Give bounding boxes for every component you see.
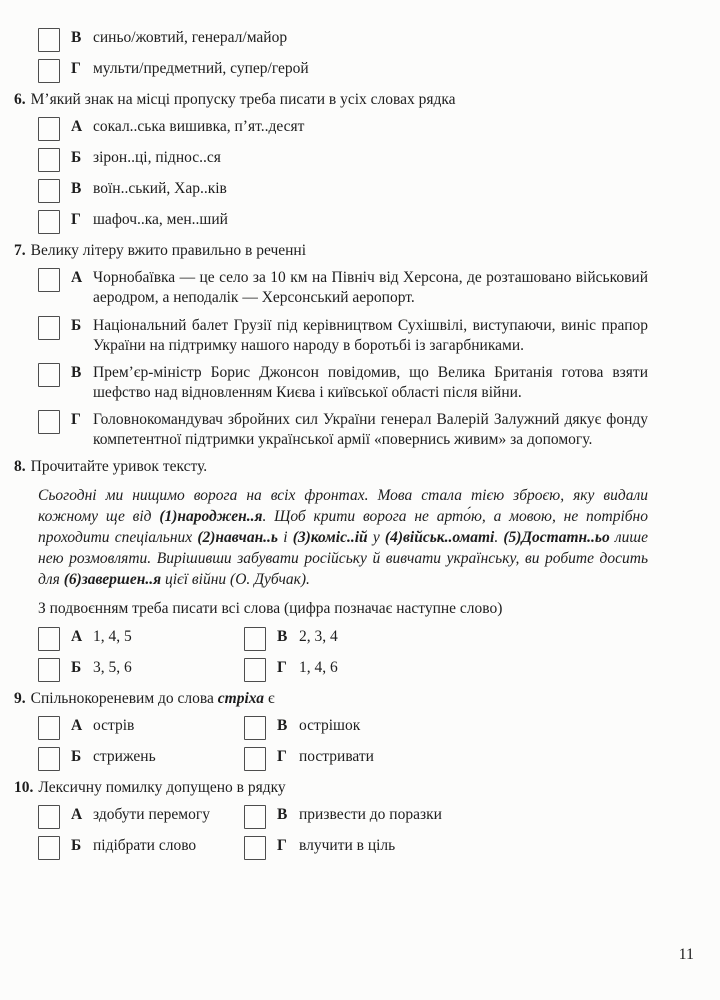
option-letter: В	[71, 180, 82, 198]
option-text: призвести до поразки	[299, 805, 442, 823]
option-text: острів	[93, 716, 135, 734]
answer-checkbox[interactable]	[38, 316, 60, 340]
option-row	[38, 59, 648, 83]
question-10	[14, 778, 648, 867]
option-letter: В	[277, 805, 288, 823]
question-stem	[14, 241, 648, 261]
answer-checkbox[interactable]	[38, 59, 60, 83]
option-letter: Б	[71, 149, 82, 167]
option-row	[244, 805, 648, 829]
option-letter: Б	[71, 836, 82, 854]
page-number: 11	[678, 946, 694, 964]
question-number: 6.	[14, 91, 26, 108]
option-letter: А	[71, 716, 83, 734]
option-row	[244, 747, 648, 771]
option-letter: А	[71, 269, 83, 287]
option-letter: А	[71, 805, 83, 823]
option-text: Національний балет Грузії під керівництвом Сухішвілі, виступаючи, виніс прапор України на підтримку нашого народу в боротьбі із загарбниками.	[93, 316, 648, 354]
option-row	[38, 627, 244, 651]
question-8	[14, 457, 648, 688]
option-row	[38, 316, 648, 356]
option-row	[38, 148, 648, 172]
option-letter: Г	[277, 747, 287, 765]
question-stem-keyword: стріха	[217, 689, 265, 707]
answer-checkbox[interactable]	[38, 716, 60, 740]
option-letter: А	[71, 118, 83, 136]
option-row	[38, 117, 648, 141]
option-letter: Г	[71, 211, 81, 229]
answer-checkbox[interactable]	[244, 658, 266, 682]
option-letter: Г	[71, 411, 81, 429]
question-number: 10.	[14, 778, 34, 796]
passage-bold-term: (6)завершен..я	[63, 570, 162, 588]
option-text: сокал..ська вишивка, п’ят..десят	[93, 118, 305, 136]
option-row	[244, 658, 648, 682]
question-stem	[14, 689, 648, 709]
answer-checkbox[interactable]	[244, 627, 266, 651]
option-text: острішок	[299, 716, 361, 734]
answer-checkbox[interactable]	[38, 363, 60, 387]
option-letter: Б	[71, 316, 82, 334]
option-text: здобути перемогу	[93, 805, 210, 823]
option-text: Головнокомандувач збройних сил України генерал Валерій Залужний дякує фонду компетентної підтримки української армії «повернись живим» за допомогу.	[93, 411, 648, 449]
passage-bold-term: (2)навчан..ь	[197, 528, 279, 546]
answer-checkbox[interactable]	[38, 410, 60, 434]
answer-checkbox[interactable]	[38, 28, 60, 52]
option-text: підібрати слово	[93, 836, 197, 854]
option-row	[38, 658, 244, 682]
answer-checkbox[interactable]	[38, 268, 60, 292]
question-number: 9.	[14, 689, 26, 707]
question-stem	[14, 90, 648, 110]
question-substem: З подвоєнням треба писати всі слова (цифра позначає наступне слово)	[38, 599, 503, 617]
option-text: Прем’єр-міністр Борис Джонсон повідомив, що Велика Британія готова взяти шефство над відновленням Києва і київської області після війни.	[93, 363, 648, 401]
option-text: синьо/жовтий, генерал/майор	[93, 29, 288, 46]
option-letter: В	[277, 716, 288, 734]
answer-checkbox[interactable]	[38, 627, 60, 651]
option-row	[38, 179, 648, 203]
option-text: 3, 5, 6	[93, 658, 132, 676]
option-row	[244, 627, 648, 651]
passage-bold-term: (4)військ..оматі	[384, 528, 495, 546]
answer-checkbox[interactable]	[38, 148, 60, 172]
option-row	[38, 805, 244, 829]
answer-checkbox[interactable]	[244, 716, 266, 740]
passage-text: Сьогодні ми нищимо ворога на всіх фронтах. Мова стала тією зброєю, яку видали кожному ще від	[38, 486, 648, 525]
answer-checkbox[interactable]	[38, 117, 60, 141]
option-row	[38, 410, 648, 450]
option-row	[38, 836, 244, 860]
option-row	[38, 210, 648, 234]
option-text: шафоч..ка, мен..ший	[93, 211, 228, 229]
option-text: мульти/предметний, супер/герой	[93, 60, 309, 77]
passage-text: . Щоб крити ворога не арто́ю, а мовою, не потрібно проходити спеціальних	[38, 507, 648, 546]
answer-checkbox[interactable]	[38, 179, 60, 203]
options-grid	[38, 627, 648, 689]
question-stem-text: Прочитайте уривок тексту.	[30, 458, 208, 476]
option-text: зірон..ці, піднос..ся	[93, 149, 221, 167]
passage-bold-term: (1)народжен..я	[159, 507, 263, 525]
answer-checkbox[interactable]	[244, 836, 266, 860]
option-letter: В	[71, 29, 82, 46]
answer-checkbox[interactable]	[38, 658, 60, 682]
question-7	[14, 241, 648, 450]
option-letter: Б	[71, 747, 82, 765]
passage-text: і	[278, 528, 293, 546]
question-number: 7.	[14, 242, 26, 260]
option-row	[38, 747, 244, 771]
option-text: влучити в ціль	[299, 836, 396, 854]
option-text: 1, 4, 6	[299, 658, 338, 676]
question-stem	[14, 457, 648, 477]
passage-text: лише нею розмовляти. Вирішивши забувати російську й вивчати українську, ви робите досить для	[38, 528, 648, 588]
option-row	[38, 716, 244, 740]
question-stem-text: Велику літеру вжито правильно в реченні	[30, 242, 307, 260]
question-stem-text: Лексичну помилку допущено в рядку	[38, 778, 286, 796]
option-row	[244, 716, 648, 740]
option-letter: А	[71, 627, 83, 645]
answer-checkbox[interactable]	[38, 836, 60, 860]
question-stem	[14, 778, 648, 798]
option-letter: Б	[71, 658, 82, 676]
passage-bold-term: (5)Достатн..ьо	[503, 528, 610, 546]
question-6	[14, 90, 648, 234]
option-letter: Г	[71, 60, 81, 77]
option-row	[38, 363, 648, 403]
passage-bold-term: (3)коміс..ій	[292, 528, 368, 546]
passage-text: .	[494, 528, 504, 546]
question-stem-text: Спільнокореневим до слова	[30, 689, 218, 707]
option-row	[38, 28, 648, 52]
answer-checkbox[interactable]	[244, 805, 266, 829]
reading-passage	[38, 485, 648, 590]
question-9	[14, 689, 648, 778]
answer-checkbox[interactable]	[38, 747, 60, 771]
option-text: 2, 3, 4	[299, 627, 338, 645]
question-stem-text: є	[264, 689, 275, 707]
option-text: постривати	[299, 747, 374, 765]
option-row	[38, 268, 648, 308]
passage-text: цієї війни (О. Дубчак).	[161, 570, 310, 588]
answer-checkbox[interactable]	[244, 747, 266, 771]
question-stem-text: М’який знак на місці пропуску треба писати в усіх словах рядка	[30, 91, 456, 108]
option-letter: Г	[277, 836, 287, 854]
passage-text: у	[367, 528, 385, 546]
option-text: Чорнобаївка — це село за 10 км на Північ від Херсона, де розташовано військовий аеродром, а неподалік — Херсонський аеропорт.	[93, 269, 648, 307]
answer-checkbox[interactable]	[38, 210, 60, 234]
answer-checkbox[interactable]	[38, 805, 60, 829]
option-text: стрижень	[93, 747, 156, 765]
option-text: воїн..ський, Хар..ків	[93, 180, 227, 198]
options-grid	[38, 805, 648, 867]
options-grid	[38, 716, 648, 778]
option-row	[244, 836, 648, 860]
option-letter: Г	[277, 658, 287, 676]
option-letter: В	[71, 363, 82, 381]
option-letter: В	[277, 627, 288, 645]
question-number: 8.	[14, 458, 26, 476]
option-text: 1, 4, 5	[93, 627, 132, 645]
